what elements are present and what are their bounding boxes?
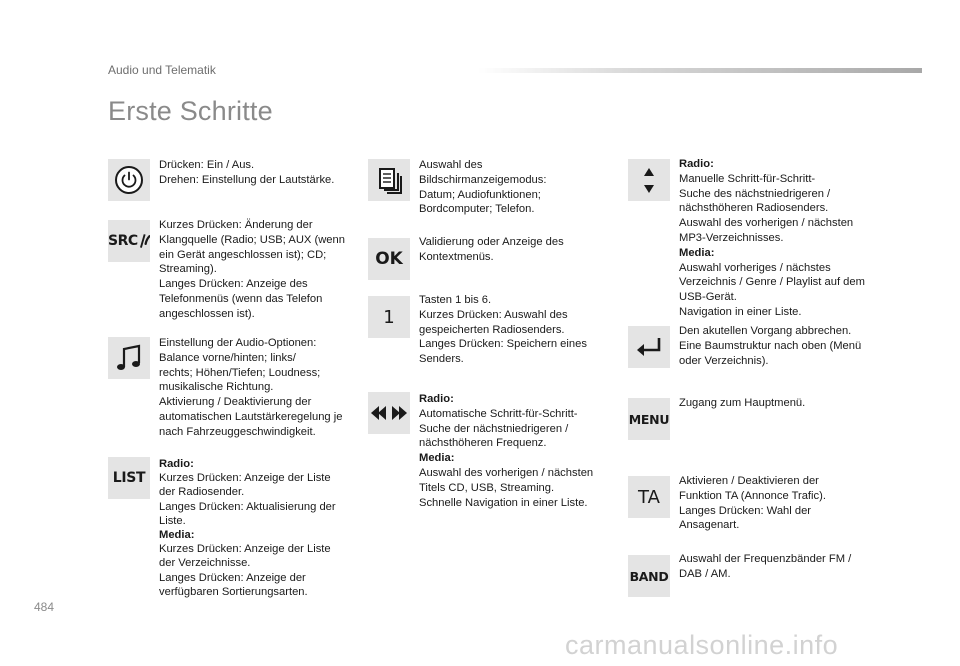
text-line: Kurzes Drücken: Auswahl des — [419, 308, 568, 321]
menu-description — [679, 396, 805, 411]
text-line: Verzeichnis / Genre / Playlist auf dem — [679, 276, 865, 289]
band-label: BAND — [629, 568, 669, 584]
text-line: Langes Drücken: Anzeige der — [159, 571, 306, 584]
list-label: LIST — [112, 470, 146, 486]
text-line: Datum; Audiofunktionen; — [419, 188, 541, 201]
text-line: Drehen: Einstellung der Lautstärke. — [159, 173, 335, 186]
page-number: 484 — [34, 600, 55, 614]
text-line: Kurzes Drücken: Änderung der — [159, 219, 313, 231]
text-line: Langes Drücken: Aktualisierung der — [159, 500, 336, 513]
text-line: angeschlossen ist). — [159, 307, 255, 320]
text-line: Auswahl vorheriges / nächstes — [679, 261, 831, 274]
text-line: Manuelle Schritt-für-Schritt- — [679, 172, 816, 185]
text-line: Funktion TA (Annonce Trafic). — [679, 489, 826, 502]
src-label: SRC — [108, 233, 138, 249]
menu-label: MENU — [628, 411, 670, 427]
back-arrow-icon — [628, 326, 670, 368]
manual-search-description — [679, 157, 865, 320]
seek-description — [419, 392, 593, 510]
text-line: rechts; Höhen/Tiefen; Loudness; — [159, 366, 321, 379]
text-line: Media: — [679, 246, 715, 259]
preset-description — [419, 293, 587, 367]
power-icon — [108, 159, 150, 201]
power-description — [159, 158, 334, 188]
watermark: carmanualsonline.info — [565, 630, 839, 660]
music-note-icon — [108, 337, 150, 379]
text-line: Aktivieren / Deaktivieren der — [679, 475, 819, 487]
preset-one-icon — [368, 296, 410, 338]
src-phone-icon — [108, 220, 150, 262]
text-line: Auswahl des vorherigen / nächsten — [679, 217, 854, 230]
text-line: oder Verzeichnis). — [679, 354, 769, 367]
src-description — [159, 218, 345, 322]
text-line: DAB / AM. — [679, 567, 731, 580]
text-line: Eine Baumstruktur nach oben (Menü — [679, 339, 862, 352]
display-mode-description — [419, 158, 546, 217]
text-line: der Radiosender. — [159, 486, 245, 499]
text-line: Media: — [159, 529, 195, 542]
text-line: Den akutellen Vorgang abbrechen. — [679, 325, 852, 337]
text-line: nächsthöheren Frequenz. — [419, 437, 547, 450]
text-line: Kontextmenüs. — [419, 250, 494, 263]
text-line: Schnelle Navigation in einer Liste. — [419, 496, 588, 509]
text-line: Media: — [419, 452, 455, 465]
text-line: Langes Drücken: Anzeige des — [159, 278, 308, 291]
text-line: Ansagenart. — [679, 519, 740, 532]
text-line: ein Gerät angeschlossen ist); CD; — [159, 248, 327, 261]
text-line: gespeicherten Radiosenders. — [419, 323, 565, 336]
text-line: Telefonmenüs (wenn das Telefon — [159, 292, 323, 305]
ta-description — [679, 474, 826, 533]
list-description — [159, 457, 336, 599]
text-line: Langes Drücken: Speichern eines — [419, 338, 587, 351]
ok-description — [419, 235, 564, 265]
phone-slash-icon — [139, 233, 150, 249]
seek-arrows-icon — [368, 392, 410, 434]
display-mode-icon — [368, 159, 410, 201]
up-down-arrows-icon — [628, 159, 670, 201]
preset-label: 1 — [383, 306, 395, 328]
list-icon — [108, 457, 150, 499]
text-line: verfügbaren Sortierungsarten. — [159, 585, 308, 598]
text-line: Aktivierung / Deaktivierung der — [159, 396, 312, 409]
text-line: Kurzes Drücken: Anzeige der Liste — [159, 472, 331, 485]
text-line: Kurzes Drücken: Anzeige der Liste — [159, 543, 331, 556]
text-line: USB-Gerät. — [679, 291, 737, 304]
band-icon — [628, 555, 670, 597]
text-line: Zugang zum Hauptmenü. — [679, 397, 806, 409]
text-line: Suche der nächstniedrigeren / — [419, 422, 569, 435]
text-line: Automatische Schritt-für-Schritt- — [419, 407, 578, 420]
text-line: Einstellung der Audio-Optionen: — [159, 337, 317, 349]
page-title: Erste Schritte — [108, 96, 273, 126]
text-line: Radio: — [679, 158, 714, 170]
text-line: Senders. — [419, 353, 464, 366]
text-line: der Verzeichnisse. — [159, 557, 251, 570]
ta-icon — [628, 476, 670, 518]
text-line: Klangquelle (Radio; USB; AUX (wenn — [159, 233, 345, 246]
text-line: Liste. — [159, 514, 186, 527]
text-line: Drücken: Ein / Aus. — [159, 159, 255, 171]
ta-label: TA — [638, 486, 660, 508]
text-line: automatischen Lautstärkeregelung je — [159, 410, 343, 423]
text-line: Auswahl der Frequenzbänder FM / — [679, 553, 852, 565]
text-line: Navigation in einer Liste. — [679, 305, 802, 318]
ok-icon — [368, 238, 410, 280]
text-line: Auswahl des vorherigen / nächsten — [419, 466, 594, 479]
text-line: Langes Drücken: Wahl der — [679, 504, 812, 517]
text-line: Tasten 1 bis 6. — [419, 294, 492, 306]
text-line: Streaming). — [159, 263, 217, 276]
text-line: nächsthöheren Radiosenders. — [679, 202, 829, 215]
text-line: Auswahl des — [419, 159, 483, 171]
text-line: Titels CD, USB, Streaming. — [419, 481, 555, 494]
text-line: Bildschirmanzeigemodus: — [419, 173, 547, 186]
back-description — [679, 324, 861, 368]
text-line: Bordcomputer; Telefon. — [419, 203, 535, 216]
text-line: Radio: — [159, 458, 194, 470]
text-line: nach Fahrzeuggeschwindigkeit. — [159, 425, 316, 438]
menu-icon — [628, 398, 670, 440]
audio-options-description — [159, 336, 342, 440]
band-description — [679, 552, 851, 582]
header-divider — [478, 68, 922, 73]
text-line: Validierung oder Anzeige des — [419, 236, 564, 248]
text-line: MP3-Verzeichnisses. — [679, 231, 784, 244]
ok-label: OK — [375, 249, 403, 269]
text-line: Suche des nächstniedrigeren / — [679, 187, 831, 200]
text-line: Radio: — [419, 393, 454, 405]
text-line: musikalische Richtung. — [159, 381, 274, 394]
section-title: Audio und Telematik — [108, 63, 216, 77]
text-line: Balance vorne/hinten; links/ — [159, 351, 296, 364]
